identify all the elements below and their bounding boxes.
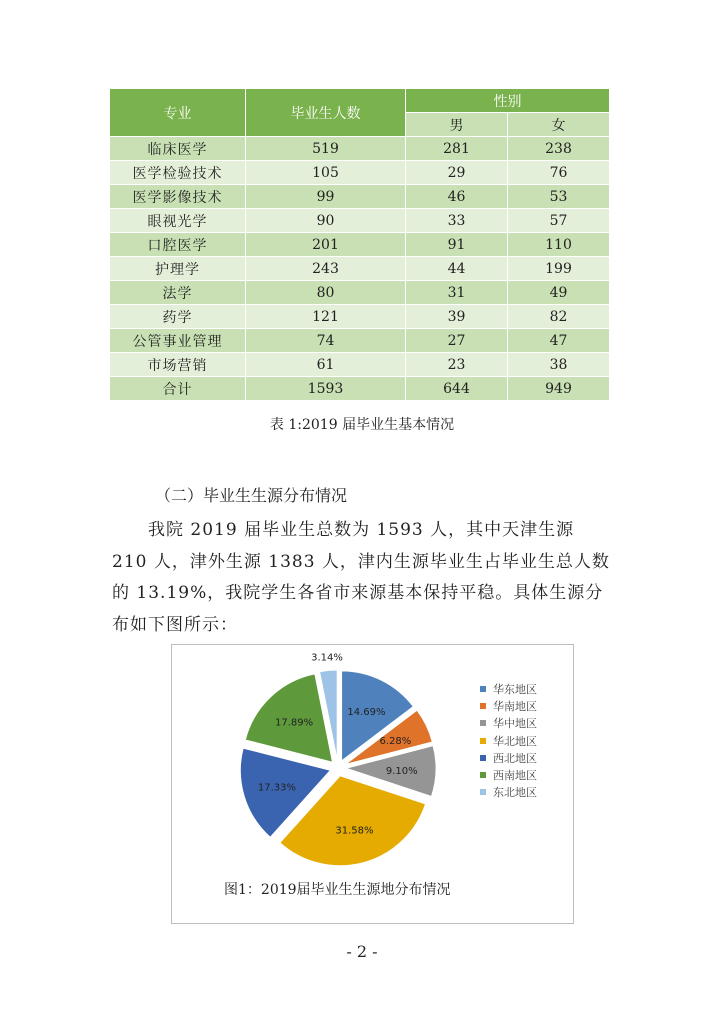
cell-major: 临床医学	[110, 137, 246, 161]
pie-label-5: 17.33%	[257, 782, 297, 794]
cell-major: 合计	[110, 377, 246, 401]
cell-female: 110	[508, 233, 610, 257]
cell-count: 61	[246, 353, 406, 377]
cell-female: 76	[508, 161, 610, 185]
cell-major: 医学影像技术	[110, 185, 246, 209]
pie-label-1: 14.69%	[347, 706, 386, 718]
table-row	[110, 233, 610, 257]
table-body	[110, 137, 610, 401]
legend-label: 华北地区	[493, 734, 537, 748]
cell-major: 护理学	[110, 257, 246, 281]
pie-label-6: 17.89%	[275, 717, 314, 729]
cell-count: 90	[246, 209, 406, 233]
table-row	[110, 281, 610, 305]
legend-item	[480, 715, 537, 732]
cell-count: 121	[246, 305, 406, 329]
cell-male: 44	[406, 257, 508, 281]
cell-major: 口腔医学	[110, 233, 246, 257]
cell-count: 519	[246, 137, 406, 161]
legend-swatch	[480, 789, 486, 795]
section-paragraph: 我院 2019 届毕业生总数为 1593 人，其中天津生源 210 人，津外生源 1383 人，津内生源毕业生占毕业生总人数的 13.19%，我院学生各省市来源基本保持平稳。具体生源分布如下图所示：	[112, 520, 610, 635]
cell-count: 1593	[246, 377, 406, 401]
cell-male: 644	[406, 377, 508, 401]
cell-major: 药学	[110, 305, 246, 329]
table-row	[110, 329, 610, 353]
cell-male: 29	[406, 161, 508, 185]
pie-label-2: 6.28%	[379, 736, 412, 748]
legend-label: 华东地区	[493, 682, 537, 696]
cell-female: 47	[508, 329, 610, 353]
cell-male: 33	[406, 209, 508, 233]
page-number: - 2 -	[346, 942, 378, 961]
legend-swatch	[480, 686, 486, 692]
table-row	[110, 377, 610, 401]
cell-female: 49	[508, 281, 610, 305]
legend-item	[480, 784, 537, 801]
table-row	[110, 185, 610, 209]
legend-swatch	[480, 738, 486, 744]
header-count: 毕业生人数	[246, 89, 406, 137]
cell-major: 公管事业管理	[110, 329, 246, 353]
cell-female: 38	[508, 353, 610, 377]
table-row	[110, 161, 610, 185]
header-major: 专业	[110, 89, 246, 137]
cell-male: 27	[406, 329, 508, 353]
graduates-table	[109, 88, 610, 401]
cell-count: 201	[246, 233, 406, 257]
cell-male: 23	[406, 353, 508, 377]
table-caption: 表 1:2019 届毕业生基本情况	[269, 417, 455, 433]
table-row	[110, 137, 610, 161]
cell-male: 31	[406, 281, 508, 305]
legend-item	[480, 680, 537, 697]
legend-swatch	[480, 755, 486, 761]
table-row	[110, 305, 610, 329]
cell-major: 眼视光学	[110, 209, 246, 233]
cell-major: 医学检验技术	[110, 161, 246, 185]
pie-label-4: 31.58%	[335, 825, 374, 837]
header-female: 女	[508, 113, 610, 137]
pie-label-7: 3.14%	[311, 652, 343, 664]
legend-item	[480, 732, 537, 749]
cell-male: 46	[406, 185, 508, 209]
table-row	[110, 209, 610, 233]
cell-female: 57	[508, 209, 610, 233]
cell-male: 91	[406, 233, 508, 257]
pie-chart-figure	[171, 644, 574, 924]
cell-count: 243	[246, 257, 406, 281]
cell-female: 199	[508, 257, 610, 281]
cell-count: 105	[246, 161, 406, 185]
cell-male: 281	[406, 137, 508, 161]
legend-label: 西北地区	[493, 751, 537, 765]
cell-female: 82	[508, 305, 610, 329]
header-gender: 性别	[406, 89, 610, 113]
legend-item	[480, 766, 537, 783]
cell-female: 949	[508, 377, 610, 401]
cell-count: 99	[246, 185, 406, 209]
header-male: 男	[406, 113, 508, 137]
legend-label: 华南地区	[493, 699, 537, 713]
table-row	[110, 257, 610, 281]
legend-item	[480, 749, 537, 766]
section-heading: （二）毕业生生源分布情况	[155, 486, 348, 505]
cell-female: 53	[508, 185, 610, 209]
chart-caption: 图1：2019届毕业生生源地分布情况	[224, 882, 451, 898]
cell-count: 74	[246, 329, 406, 353]
legend-label: 东北地区	[493, 786, 537, 800]
cell-major: 法学	[110, 281, 246, 305]
pie-label-3: 9.10%	[385, 766, 418, 778]
legend-label: 西南地区	[493, 769, 537, 783]
chart-legend	[480, 680, 537, 801]
legend-swatch	[480, 772, 486, 778]
legend-item	[480, 697, 537, 714]
legend-swatch	[480, 703, 486, 709]
cell-major: 市场营销	[110, 353, 246, 377]
legend-label: 华中地区	[493, 717, 537, 731]
cell-female: 238	[508, 137, 610, 161]
cell-count: 80	[246, 281, 406, 305]
legend-swatch	[480, 720, 486, 726]
table-row	[110, 353, 610, 377]
cell-male: 39	[406, 305, 508, 329]
